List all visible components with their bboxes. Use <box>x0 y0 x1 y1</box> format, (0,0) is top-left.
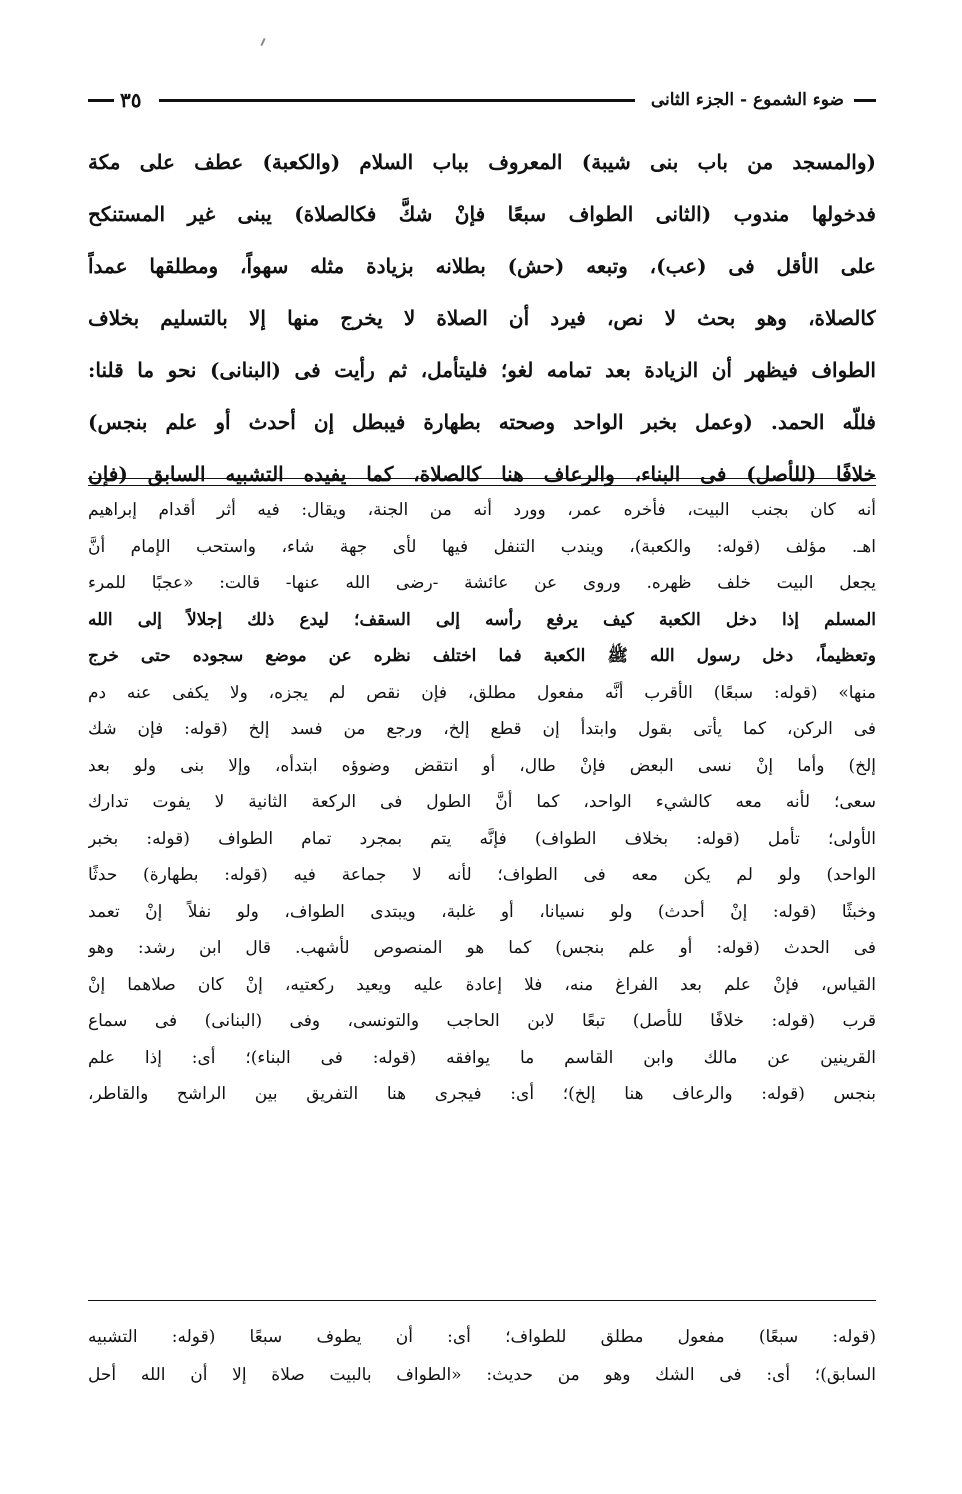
note-line: المسلم إذا دخل الكعبة كيف يرفع رأسه إلى السقف؛ ليدع ذلك إجلالاً إلى الله <box>88 609 876 630</box>
header-dash-right <box>854 99 876 102</box>
note-line: الواحد) ولو لم يكن معه فى الطواف؛ لأنه لا جماعة فيه (قوله: بطهارة) حدثًا <box>88 865 876 885</box>
note-line: الأولى؛ تأمل (قوله: بخلاف الطواف) فإنَّه يتم بمجرد تمام الطواف (قوله: بخبر <box>88 828 876 849</box>
secondary-notes <box>88 1318 876 1394</box>
note-line: سعى؛ لأنه معه كالشيء الواحد، كما أنَّ الطول فى الركعة الثانية لا يفوت تدارك <box>88 792 876 812</box>
note-line: بنجس (قوله: والرعاف هنا إلخ)؛ أى: فيجرى هنا التفريق بين الراشح والقاطر، <box>88 1084 876 1104</box>
note-line: فى الركن، كما يأتى بقول وابتدأ إن قطع إلخ، ورجع من فسد إلخ (قوله: فإن شك <box>88 719 876 739</box>
note-line: فى الحدث (قوله: أو علم بنجس) كما هو المنصوص لأشهب. قال ابن رشد: وهو <box>88 938 876 958</box>
note2-line: السابق)؛ أى: فى الشك وهو من حديث: «الطواف بالبيت صلاة إلا أن الله أحل <box>88 1365 876 1385</box>
main-text <box>88 136 876 500</box>
note-line: أنه كان بجنب البيت، فأخره عمر، وورد أنه من الجنة، ويقال: فيه أثر أقدام إبراهيم <box>88 500 876 520</box>
main-line: الطواف فيظهر أن الزيادة بعد تمامه لغو؛ فليتأمل، ثم رأيت فى (البنانى) نحو ما قلنا: <box>88 358 876 382</box>
note-line: وخبثًا (قوله: إنْ أحدث) ولو نسيانا، أو غلبة، ويبتدى الطواف، ولو نفلاً إنْ تعمد <box>88 901 876 922</box>
running-header <box>88 80 876 120</box>
header-rule <box>159 99 634 102</box>
note-line: اهـ. مؤلف (قوله: والكعبة)، ويندب التنفل فيها لأى جهة شاء، واستحب الإمام أنَّ <box>88 536 876 557</box>
note-line: وتعظيماً، دخل رسول الله ﷺ الكعبة فما اختلف نظره عن موضع سجوده حتى خرج <box>88 646 876 666</box>
note-line: قرب (قوله: خلافًا للأصل) تبعًا لابن الحاجب والتونسى، وفى (البنانى) فى سماع <box>88 1011 876 1031</box>
main-line: فدخولها مندوب (الثانى الطواف سبعًا فإنْ شكَّ فكالصلاة) يبنى غير المستنكح <box>88 202 876 226</box>
note-line: يجعل البيت خلف ظهره. وروى عن عائشة -رضى الله عنها- قالت: «عجبًا للمرء <box>88 573 876 593</box>
note-line: القياس، فإنْ علم بعد الفراغ منه، فلا إعادة عليه ويعيد ركعتيه، إنْ كان صلاهما إنْ <box>88 974 876 995</box>
commentary-notes <box>88 492 876 1113</box>
main-line: فللّه الحمد. (وعمل بخبر الواحد وصحته بطهارة فيبطل إن أحدث أو علم بنجس) <box>88 410 876 434</box>
note-line: القرينين عن مالك وابن القاسم ما يوافقه (قوله: فى البناء)؛ أى: إذا علم <box>88 1047 876 1068</box>
scan-mark <box>260 38 265 46</box>
note-line: منها» (قوله: سبعًا) الأقرب أنَّه مفعول مطلق، فإن نقص لم يجزه، ولا يكفى عنه دم <box>88 682 876 703</box>
main-line: خلافًا (للأصل) فى البناء، والرعاف هنا كالصلاة، كما يفيده التشبيه السابق (فإن <box>88 462 876 486</box>
single-separator <box>88 1300 876 1301</box>
header-title: ضوء الشموع - الجزء الثانى <box>650 90 844 110</box>
main-line: كالصلاة، وهو بحث لا نص، فيرد أن الصلاة لا يخرج منها إلا بالتسليم بخلاف <box>88 306 876 330</box>
note2-line: (قوله: سبعًا) مفعول مطلق للطواف؛ أى: أن يطوف سبعًا (قوله: التشبيه <box>88 1327 876 1347</box>
header-dash-left <box>88 99 114 102</box>
double-separator <box>88 478 876 486</box>
page-number: ٣٥ <box>120 88 142 112</box>
main-line: (والمسجد من باب بنى شيبة) المعروف بباب السلام (والكعبة) عطف على مكة <box>88 150 876 174</box>
main-line: على الأقل فى (عب)، وتبعه (حش) بطلانه بزيادة مثله سهواً، ومطلقها عمداً <box>88 254 876 278</box>
note-line: إلخ) وأما إنْ نسى البعض فإنْ طال، أو انتقض وضوؤه ابتدأه، وإلا بنى ولو بعد <box>88 755 876 776</box>
